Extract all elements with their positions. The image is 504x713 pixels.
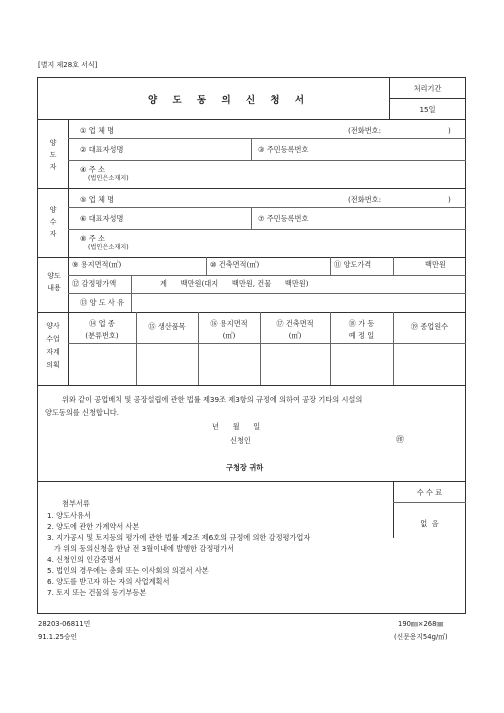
operation-date-col-header: ⑱ 가 동 예 정 일 — [348, 319, 375, 340]
transferee-address-sub: (법인은소재지) — [88, 244, 129, 251]
transferor-section-label: 양 도 자 — [49, 139, 57, 171]
transferor-id-label: ③ 주민등록번호 — [258, 145, 309, 154]
transfer-price-label: ⑪ 양도가격 — [334, 260, 372, 269]
plan-section-label: 양사 수업 자계 의획 — [46, 322, 60, 369]
attachment-item: 4. 신청인의 인감증명서 — [47, 555, 121, 564]
transferor-rep-label: ② 대표자성명 — [80, 145, 124, 154]
processing-period-value: 15일 — [419, 105, 436, 114]
form-tag: [별지 제28호 서식] — [38, 61, 98, 69]
page-title: 양 도 동 의 신 청 서 — [148, 95, 311, 106]
industry-col-header: ⑭ 업 종 (분류번호) — [85, 319, 119, 340]
building-area-label: ⑩ 건축면적(㎡) — [210, 260, 260, 269]
transferee-phone-label: (전화번호: — [348, 195, 381, 204]
attachment-item: 2. 양도에 관한 가계약서 사본 — [47, 522, 140, 531]
transferee-address-label: ⑧ 주 소 — [80, 234, 105, 243]
transferor-company-label: ① 업 체 명 — [80, 126, 115, 135]
declaration-line-1: 위와 같이 공업배치 및 공장설립에 관한 법률 제39조 제3항의 규정에 의하여 공장 기타의 시설의 — [62, 395, 363, 404]
transferee-section-label: 양 수 자 — [49, 206, 57, 238]
plan-building-area-col-header: ⑰ 건축면적 (㎡) — [276, 319, 314, 340]
declaration-date: 년 월 일 — [212, 422, 261, 431]
attachment-item: 5. 법인의 경우에는 총회 또는 이사회의 의결서 사본 — [47, 566, 209, 575]
transfer-section-label: 양도 내용 — [47, 272, 61, 292]
applicant-label: 신청인 — [230, 436, 251, 445]
fee-value: 없 음 — [420, 519, 439, 528]
transferor-address-label: ④ 주 소 — [80, 165, 105, 174]
footer-paper: (신문용지54g/㎡) — [394, 633, 448, 641]
processing-period-label: 처리기간 — [413, 84, 442, 93]
transferor-address-sub: (법인은소재지) — [88, 175, 129, 182]
product-col-header: ⑮ 생산품목 — [148, 322, 186, 331]
transferee-phone-end: ) — [448, 195, 451, 204]
land-area-label: ⑨ 용지면적(㎡) — [72, 260, 122, 269]
transferor-phone-end: ) — [448, 126, 451, 135]
transferee-rep-label: ⑥ 대표자성명 — [80, 214, 124, 223]
recipient: 구청장 귀하 — [226, 463, 264, 472]
transfer-reason-label: ⑬ 양 도 사 유 — [80, 298, 125, 307]
transferee-company-label: ⑤ 업 체 명 — [80, 195, 115, 204]
attachments-title: 첨부서류 — [62, 499, 90, 508]
employees-col-header: ⑲ 종업원수 — [410, 322, 449, 331]
attachment-item: 가 위의 동의신청을 한날 전 3월이내에 발행한 감정평가서 — [47, 544, 235, 553]
appraisal-label: ⑫ 감정평가액 — [72, 279, 117, 288]
transferor-phone-label: (전화번호: — [348, 126, 381, 135]
footer-approved: 91.1.25승인 — [38, 633, 78, 641]
plan-land-area-col-header: ⑯ 용지면적 (㎡) — [210, 319, 248, 340]
declaration-line-2: 양도동의를 신청합니다. — [45, 408, 120, 417]
fee-label: 수 수 료 — [416, 488, 443, 497]
attachment-item: 7. 토지 또는 건물의 등기부등본 — [47, 588, 147, 597]
attachment-item: 6. 양도를 받고자 하는 자의 사업계획서 — [47, 577, 170, 586]
attachment-item: 1. 양도사유서 — [47, 511, 91, 520]
transferee-id-label: ⑦ 주민등록번호 — [258, 214, 309, 223]
seal-mark: ㊞ — [396, 435, 404, 444]
footer-code: 28203-06811민 — [38, 620, 91, 628]
appraisal-detail: 계 백만원(대지 백만원, 건물 백만원) — [160, 279, 309, 288]
attachment-item: 3. 지가공시 및 토지등의 평가에 관한 법률 제2조 제6호의 규정에 의한 감정평가업자 — [47, 533, 311, 542]
footer-size: 190㎜×268㎜ — [398, 620, 444, 628]
transfer-price-unit: 백만원 — [425, 260, 446, 269]
